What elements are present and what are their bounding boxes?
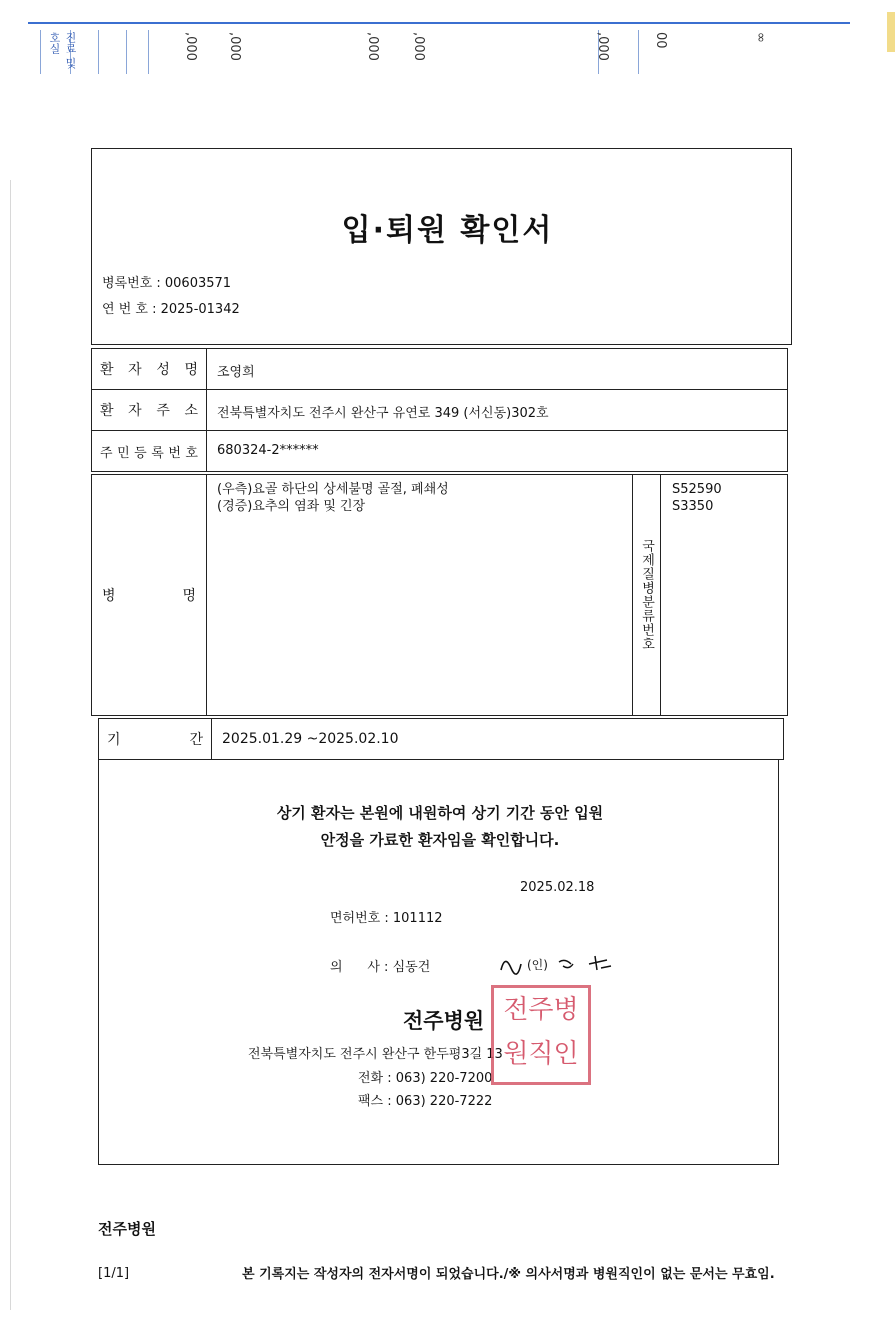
- hospital-address: 전북특별자치도 전주시 완산구 한두평3길 13: [248, 1047, 503, 1062]
- footer-notice: 본 기록지는 작성자의 전자서명이 되었습니다./※ 의사서명과 병원직인이 없는 문서는 무효임.: [242, 1267, 775, 1282]
- seal-mark: (인): [527, 958, 548, 972]
- doctor-label: 의 사 :: [330, 960, 389, 975]
- period-row: [98, 718, 784, 760]
- bleed-value: ,000: [227, 32, 242, 61]
- phone-label: 전화 :: [358, 1071, 392, 1086]
- confirmation-line-2: 안정을 가료한 환자임을 확인합니다.: [320, 831, 560, 849]
- footer-hospital: 전주병원: [98, 1220, 156, 1238]
- diagnosis-label: 병 명: [92, 475, 207, 715]
- page-number: [1/1]: [98, 1266, 130, 1281]
- diagnosis-line: (우측)요골 하단의 상세불명 골절, 폐쇄성: [217, 482, 449, 497]
- bleed-value: ,000: [595, 32, 610, 61]
- period-label: 기 간: [99, 719, 212, 759]
- patient-address-row: [91, 389, 788, 431]
- patient-rrn-row: [91, 430, 788, 472]
- record-label: 병록번호: [102, 276, 153, 291]
- bleed-label: 진료 및 호실: [48, 32, 77, 69]
- hospital-name: 전주병원: [403, 1009, 485, 1033]
- patient-rrn-label: 주 민 등 록 번 호: [92, 431, 207, 471]
- bleed-value: ,000: [365, 32, 380, 61]
- doctor-value: 심동건: [392, 960, 431, 975]
- patient-address: 전북특별자치도 전주시 완산구 유연로 349 (서신동)302호: [217, 406, 549, 421]
- license-value: 101112: [392, 911, 443, 926]
- diagnosis-row: [91, 474, 788, 716]
- bleed-value: 00: [653, 32, 668, 49]
- phone-value: 063) 220-7200: [395, 1071, 493, 1086]
- record-number: 병록번호 : 00603571: [102, 276, 232, 291]
- patient-rrn: 680324-2******: [217, 443, 319, 458]
- record-value: 00603571: [164, 276, 232, 291]
- patient-name: 조영희: [217, 365, 255, 380]
- license-label: 면허번호 :: [330, 911, 389, 926]
- icd-code: S3350: [672, 499, 714, 514]
- paper-edge: [887, 12, 895, 52]
- icd-label: 국제질병분류번호: [639, 539, 654, 651]
- fax-label: 팩스 :: [358, 1094, 392, 1109]
- hospital-phone: [358, 1067, 492, 1086]
- hospital-fax: [358, 1090, 492, 1109]
- icd-code: S52590: [672, 482, 722, 497]
- fax-value: 063) 220-7222: [395, 1094, 493, 1109]
- bleed-value: ,000: [183, 32, 198, 61]
- patient-address-label: 환 자 주 소: [92, 390, 207, 430]
- bleed-value: ∞: [753, 32, 768, 43]
- diagnosis-line: (경증)요추의 염좌 및 긴장: [217, 499, 366, 514]
- bleed-through-strip: [28, 22, 850, 72]
- icd-label-cell: [632, 475, 661, 715]
- hospital-seal: [491, 985, 591, 1085]
- bleed-value: ,000: [411, 32, 426, 61]
- confirmation-line-1: 상기 환자는 본원에 내원하여 상기 기간 동안 입원: [276, 804, 604, 822]
- serial-number: 연 번 호 : 2025-01342: [102, 302, 240, 317]
- doctor-name: [330, 956, 430, 975]
- serial-value: 2025-01342: [160, 302, 240, 317]
- document-title: 입·퇴원 확인서: [341, 213, 554, 248]
- signature-scribble: [497, 950, 617, 980]
- patient-name-row: [91, 348, 788, 390]
- license-number: [330, 907, 443, 926]
- seal-line: 원직인: [503, 1039, 579, 1069]
- paper-fold-line: [10, 180, 11, 1310]
- period-value: 2025.01.29 ~2025.02.10: [222, 731, 399, 747]
- seal-line: 전주병: [503, 995, 579, 1025]
- icd-codes: [672, 481, 722, 515]
- diagnosis-lines: [217, 481, 449, 515]
- serial-label: 연 번 호: [102, 302, 148, 317]
- patient-name-label: 환 자 성 명: [92, 349, 207, 389]
- issue-date: 2025.02.18: [520, 880, 595, 895]
